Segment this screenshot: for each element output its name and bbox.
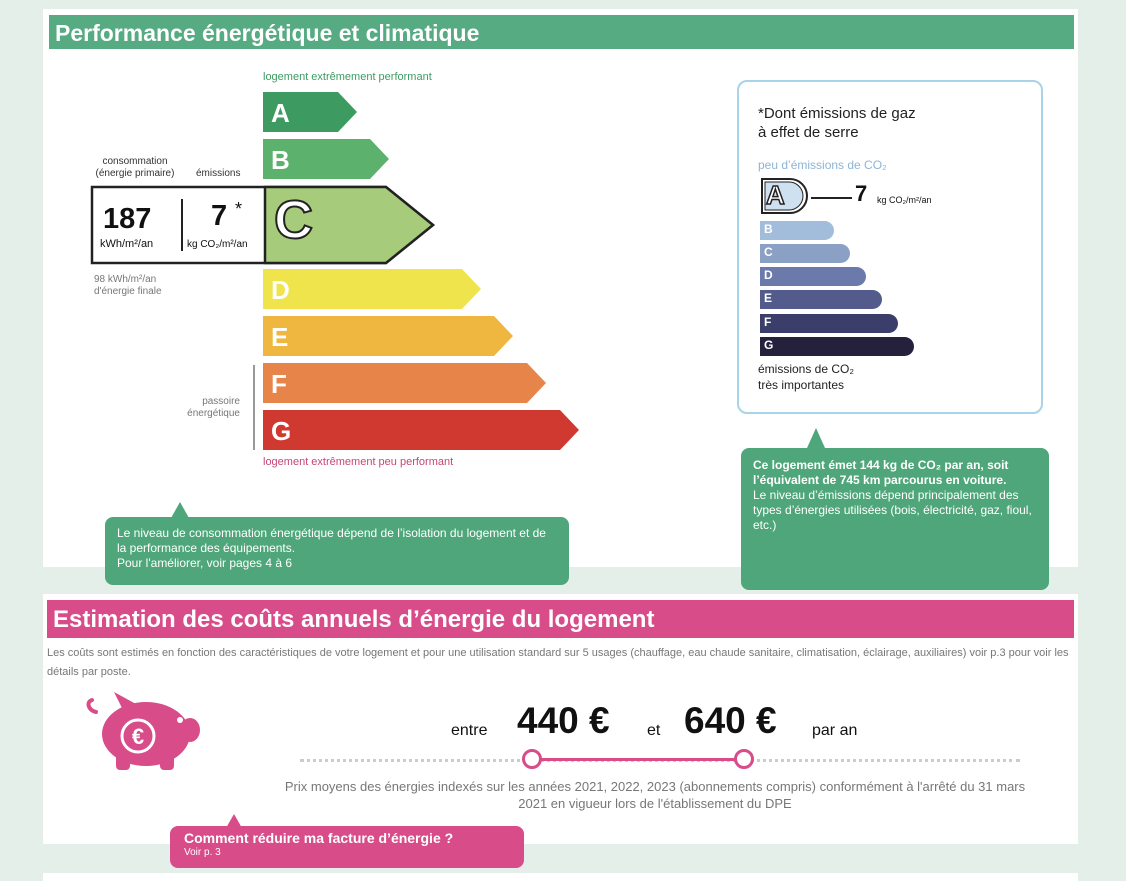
consumption-unit: kWh/m²/an bbox=[100, 238, 154, 250]
class-letter-f: F bbox=[271, 369, 287, 399]
co2-letter-b: B bbox=[764, 222, 773, 236]
cost-description: Les coûts sont estimés en fonction des caractéristiques de votre logement et pour une utilisation standard sur 5 usages (chauffage, eau chaude sanitaire, climatisation, éclairage, auxiliaires) voir p.3 pour voir les détails par poste. bbox=[47, 647, 1069, 678]
co2-bar-e bbox=[760, 290, 882, 309]
co2-letter-f: F bbox=[764, 315, 772, 329]
class-letter-e: E bbox=[271, 322, 289, 352]
bubble-text-2: Pour l'améliorer, voir pages 4 à 6 bbox=[117, 556, 293, 570]
cost-range-line bbox=[532, 758, 744, 761]
co2-info-bubble bbox=[741, 448, 1049, 590]
co2-bar-b bbox=[760, 221, 834, 240]
co2-bar-d bbox=[760, 267, 866, 286]
co2-title: *Dont émissions de gaz à effet de serre bbox=[758, 105, 916, 141]
co2-bar-c bbox=[760, 244, 850, 263]
co2-connector bbox=[811, 197, 852, 199]
co2-current-letter: A bbox=[766, 180, 785, 210]
reduce-bill-link[interactable] bbox=[170, 826, 524, 868]
consumption-value: 187 bbox=[103, 203, 152, 235]
co2-letter-g: G bbox=[764, 338, 774, 352]
min-cost: 440 € bbox=[517, 700, 610, 741]
bubble-text-1: Le niveau de consommation énergétique dépend de l’isolation du logement et de la performance des équipements. bbox=[117, 526, 546, 555]
co2-letter-c: C bbox=[764, 245, 773, 259]
reduce-bill-title: Comment réduire ma facture d’énergie ? bbox=[184, 830, 454, 846]
bottom-caption: logement extrêmement peu performant bbox=[263, 456, 454, 468]
class-bar-e bbox=[263, 316, 513, 356]
co2-bar-f bbox=[760, 314, 898, 333]
class-letter-d: D bbox=[271, 275, 290, 305]
co2-unit: kg CO₂/m²/an bbox=[877, 195, 932, 205]
piggy-bank-icon bbox=[84, 690, 200, 774]
class-bar-g bbox=[263, 410, 579, 450]
class-bar-b bbox=[263, 139, 389, 179]
current-class-letter: C bbox=[274, 190, 313, 250]
co2-letter-e: E bbox=[764, 291, 773, 305]
max-cost: 640 € bbox=[684, 700, 777, 741]
max-cost-marker bbox=[734, 749, 754, 769]
co2-bubble-pointer bbox=[807, 428, 825, 448]
emissions-label: émissions bbox=[196, 168, 241, 179]
cost-et: et bbox=[647, 722, 661, 739]
co2-bar-g bbox=[760, 337, 914, 356]
class-letter-a: A bbox=[271, 98, 290, 128]
cost-section-title: Estimation des coûts annuels d’énergie du logement bbox=[47, 600, 1074, 638]
cost-par-an: par an bbox=[812, 722, 858, 739]
class-letter-b: B bbox=[271, 145, 290, 175]
top-caption: logement extrêmement performant bbox=[263, 71, 432, 83]
emissions-asterisk: * bbox=[235, 199, 243, 219]
co2-value: 7 bbox=[855, 181, 868, 206]
price-note: Prix moyens des énergies indexés sur les années 2021, 2022, 2023 (abonnements compris) conformément à l'arrêté du 31 mars 2021 en vigueur lors de l'établissement du DPE bbox=[284, 779, 1026, 811]
next-panel bbox=[43, 873, 1078, 881]
class-letter-g: G bbox=[271, 416, 292, 446]
min-cost-marker bbox=[522, 749, 542, 769]
emissions-value: 7 bbox=[211, 200, 228, 232]
passoire-bracket bbox=[253, 365, 255, 450]
svg-text:€: € bbox=[131, 724, 145, 749]
co2-low-label: peu d’émissions de CO₂ bbox=[758, 158, 887, 172]
co2-high-label: émissions de CO₂ très importantes bbox=[758, 362, 855, 392]
reduce-bill-sub: Voir p. 3 bbox=[184, 847, 221, 858]
class-bar-d bbox=[263, 269, 481, 309]
class-bar-f bbox=[263, 363, 546, 403]
co2-letter-d: D bbox=[764, 268, 773, 282]
consumption-label: consommation (énergie primaire) bbox=[95, 156, 175, 179]
consumption-info-bubble bbox=[105, 517, 569, 585]
energy-section-title: Performance énergétique et climatique bbox=[49, 15, 1074, 49]
co2-bubble-text: Le niveau d’émissions dépend principalement des types d’énergies utilisées (bois, électricité, gaz, fioul, etc.) bbox=[753, 488, 1032, 532]
co2-bubble-bold: Ce logement émet 144 kg de CO₂ par an, soit l’équivalent de 745 km parcourus en voiture. bbox=[753, 458, 1009, 487]
passoire-label: passoire énergétique bbox=[187, 396, 240, 419]
emissions-unit: kg CO₂/m²/an bbox=[187, 239, 248, 250]
cost-entre: entre bbox=[451, 722, 488, 739]
final-energy-label: 98 kWh/m²/an d'énergie finale bbox=[94, 274, 162, 297]
bubble-pointer bbox=[171, 502, 189, 518]
class-bar-a bbox=[263, 92, 357, 132]
